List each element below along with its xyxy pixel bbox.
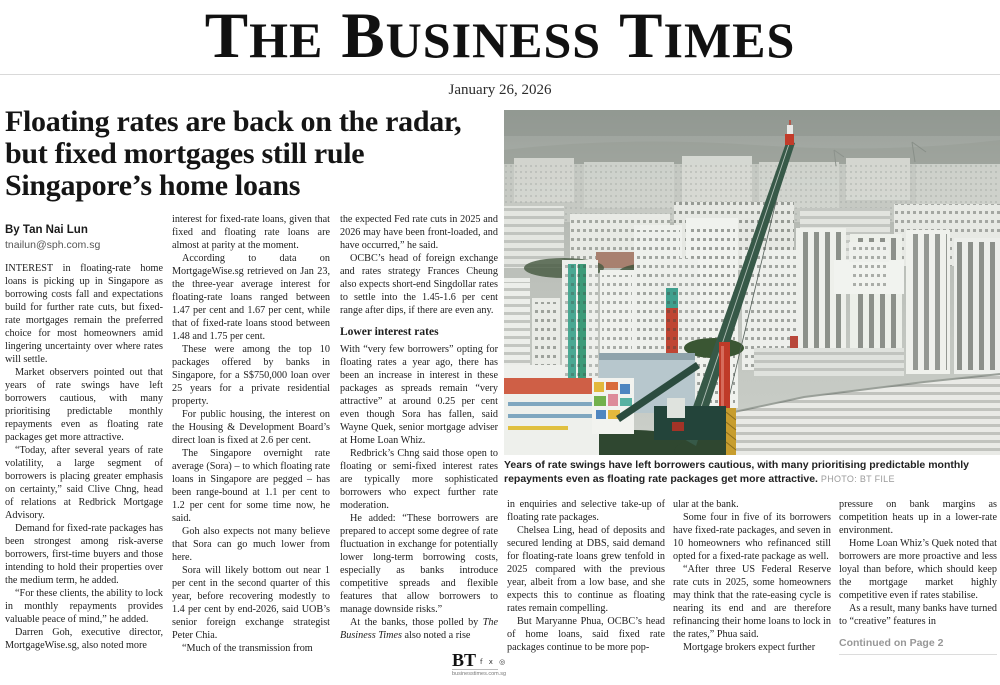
body-paragraph: the expected Fed rate cuts in 2025 and 2026 may have been front-loaded, and have occurred,” he said. xyxy=(340,214,498,251)
body-paragraph: But Maryanne Phua, OCBC’s head of home loans, said fixed rate packages continue to be more pop- xyxy=(507,616,665,653)
byline-block xyxy=(5,224,165,251)
body-paragraph: Mortgage brokers expect further xyxy=(683,642,816,653)
body-paragraph: Sora will likely bottom out near 1 per cent in the second quarter of this year, before recovering modestly to 1.4 per cent by end-2026, said UOB’s senior foreign exchange strategist Peter Chia. xyxy=(172,565,330,641)
byline-email: tnailun@sph.com.sg xyxy=(5,239,101,251)
photo-cityscape-illustration xyxy=(504,110,1000,455)
body-paragraph: These were among the top 10 packages offered by banks in Singapore, for a S$750,000 loan over 25 years for a private residential property. xyxy=(172,344,330,407)
continued-notice: Continued on Page 2 xyxy=(839,637,944,649)
body-paragraph: At the banks, those polled by The Business Times also noted a rise xyxy=(340,617,498,641)
body-paragraph: pressure on bank margins as competition heats up in a lower-rate environment. xyxy=(839,499,997,536)
instagram-icon: ◎ xyxy=(499,658,508,666)
footer-website: businesstimes.com.sg xyxy=(452,671,507,677)
photo-cityscape xyxy=(504,110,1000,455)
masthead-word: THE xyxy=(204,0,324,72)
body-paragraph: “After three US Federal Reserve rate cuts in 2025, some homeowners may think that the rate-easing cycle is nearing its end and are therefore refinancing their home loans to lock in the rates,” Phua said. xyxy=(673,564,831,640)
body-paragraph: According to data on MortgageWise.sg retrieved on Jan 23, the three-year average interest for floating-rate loans ranged between 1.47 per cent and 1.67 per cent, while that of fixed-rate loans stood between 1.48 and 1.75 per cent. xyxy=(172,253,330,342)
body-paragraph: For public housing, the interest on the Housing & Development Board’s direct loan is fixed at 2.6 per cent. xyxy=(172,409,330,446)
social-icons xyxy=(480,658,507,668)
body-paragraph: Darren Goh, executive director, MortgageWise.sg, also noted more xyxy=(5,627,163,651)
body-paragraph: Some four in five of its borrowers have fixed-rate packages, and seven in 10 homeowners who refinanced still opted for a fixed-rate package as well. xyxy=(673,512,831,562)
dateline: January 26, 2026 xyxy=(448,82,552,98)
body-paragraph: “For these clients, the ability to lock in monthly repayments provides valuable peace of mind,” he added. xyxy=(5,588,163,625)
facebook-icon: f xyxy=(480,658,485,666)
article-column-6 xyxy=(839,498,997,655)
x-icon: x xyxy=(488,658,495,666)
article-column-3 xyxy=(340,213,498,642)
body-paragraph: OCBC’s head of foreign exchange and rates strategy Frances Cheung also expects short-end Singdollar rates to settle into the 1.45-1.6 per cent range after dips, if there are even any. xyxy=(340,253,498,316)
photo-caption xyxy=(504,459,1000,486)
photo-credit: PHOTO: BT FILE xyxy=(820,473,895,484)
body-paragraph: interest for fixed-rate loans, given that fixed and floating rate loans are almost at parity at the moment. xyxy=(172,214,330,251)
body-paragraph: in enquiries and selective take-up of floating rate packages. xyxy=(507,499,665,523)
article-column-4 xyxy=(507,498,665,654)
byline-author: By Tan Nai Lun xyxy=(5,224,88,236)
body-paragraph: Chelsea Ling, head of deposits and secured lending at DBS, said demand for floating-rate loans grew tenfold in 2025 compared with the previous year, albeit from a low base, and she expects this to continue as floating rates remain compelling. xyxy=(507,525,665,614)
masthead xyxy=(0,2,1000,72)
body-paragraph: Home Loan Whiz’s Quek noted that borrowers are more proactive and less loyal than before, which should keep the mortgage market highly competitive even if rates stabilise. xyxy=(839,538,997,601)
masthead-word: BUSINESS xyxy=(341,0,602,72)
bt-logo: BT xyxy=(452,650,477,670)
body-paragraph: “Much of the transmission from xyxy=(182,643,313,654)
masthead-word: TIMES xyxy=(619,0,796,72)
body-paragraph: Redbrick’s Chng said those open to floating or semi-fixed interest rates are typically more sophisticated borrowers who expect further rate moderation. xyxy=(340,448,498,511)
body-paragraph: With “very few borrowers” opting for floating rates a year ago, there has been an increase in interest in these packages as spreads remain “very attractive” at around 0.25 per cent even though Sora has fallen, said Wayne Quek, senior mortgage adviser at Home Loan Whiz. xyxy=(340,344,498,446)
headline: Floating rates are back on the radar, but fixed mortgages still rule Singapore’s home loans xyxy=(5,105,462,202)
body-paragraph: INTEREST in floating-rate home loans is picking up in Singapore as borrowing costs fall and expectations build for further rate cuts, but fixed-rate mortgages remain the preferred choice for most homeowners amid lingering uncertainty over where rates will settle. xyxy=(5,263,163,365)
footer-logo-block xyxy=(452,652,572,677)
article-column-5 xyxy=(673,498,831,654)
body-paragraph: As a result, many banks have turned to “creative” features in xyxy=(839,603,997,627)
article-column-2 xyxy=(172,213,330,655)
body-paragraph: The Singapore overnight rate average (Sora) – to which floating rate loans in Singapore are pegged – has been range-bound at 1.1 per cent to 1.2 per cent for some time now, he said. xyxy=(172,448,330,524)
body-paragraph: “Today, after several years of rate volatility, a large segment of borrowers is placing greater emphasis on certainty,” said Clive Chng, head of relations at Redbrick Mortgage Advisory. xyxy=(5,445,163,521)
body-paragraph: ular at the bank. xyxy=(673,499,739,510)
masthead-divider xyxy=(0,74,1000,75)
continued-divider xyxy=(839,654,997,655)
body-paragraph: Goh also expects not many believe that Sora can go much lower from here. xyxy=(172,526,330,563)
body-paragraph: He added: “These borrowers are prepared to accept some degree of rate fluctuation in exchange for potentially lower long-term borrowing costs, especially as banks introduce competitive spreads and flexible features that allow borrowers to manage downside risks.” xyxy=(340,513,498,615)
section-subhead: Lower interest rates xyxy=(340,326,439,338)
article-column-1 xyxy=(5,262,163,652)
body-paragraph: Demand for fixed-rate packages has been strongest among risk-averse borrowers, first-time buyers and those intending to hold their properties over the medium term, he added. xyxy=(5,523,163,586)
photo-caption-text: Years of rate swings have left borrowers cautious, with many prioritising predictable monthly repayments even as floating rate packages get more attractive. xyxy=(504,459,970,485)
body-paragraph: Market observers pointed out that years of rate swings have left borrowers cautious, with many prioritising predictable monthly repayments even as floating rate packages get more attractive. xyxy=(5,367,163,443)
